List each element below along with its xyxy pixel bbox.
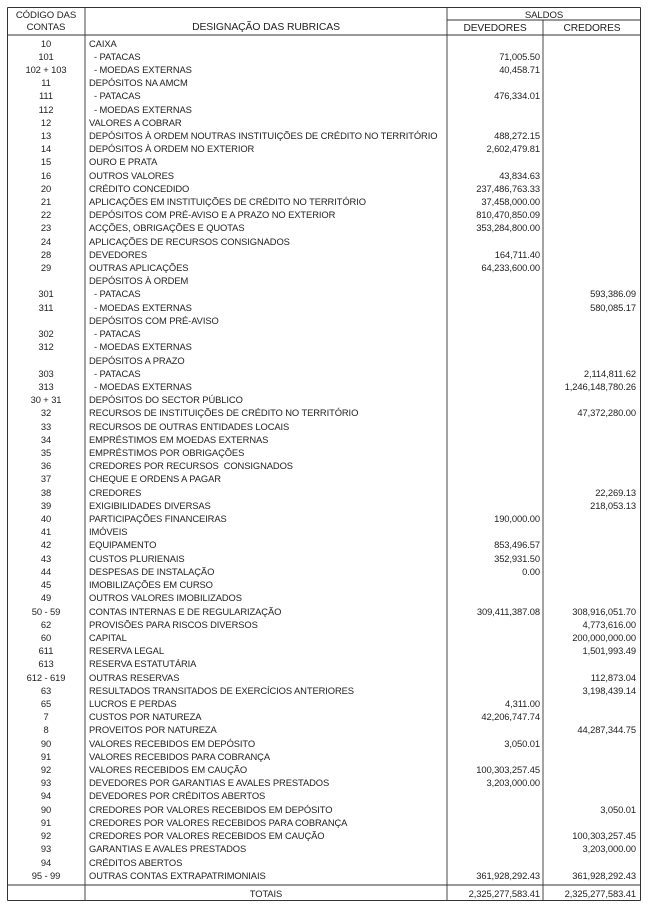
account-description: IMOBILIZAÇÕES EM CURSO — [89, 579, 213, 591]
account-description: DEPÓSITOS À ORDEM — [89, 275, 189, 287]
devedores-value: 190,000.00 — [494, 513, 540, 525]
account-code: 14 — [40, 143, 52, 155]
header-code-line2: CONTAS — [26, 22, 66, 33]
credores-value: 3,203,000.00 — [582, 843, 636, 855]
account-description: APLICAÇÕES EM INSTITUIÇÕES DE CRÉDITO NO TERRITÓRIO — [89, 196, 366, 208]
account-description: CRÉDITO CONCEDIDO — [89, 182, 190, 194]
account-code: 613 — [38, 658, 54, 670]
devedores-value: 71,005.50 — [499, 50, 540, 62]
account-code: 39 — [40, 499, 52, 511]
devedores-value: 237,486,763.33 — [476, 182, 540, 194]
account-description: DEVEDORES POR CRÉDITOS ABERTOS — [89, 790, 266, 802]
account-code: 65 — [40, 698, 52, 709]
account-code: 28 — [40, 248, 52, 260]
account-description: OUTROS VALORES IMOBILIZADOS — [89, 592, 242, 604]
account-description: DESPESAS DE INSTALAÇÃO — [89, 565, 215, 577]
devedores-value: 3,203,000.00 — [486, 777, 540, 789]
account-description: DEPÓSITOS A PRAZO — [89, 354, 185, 366]
account-description: RECURSOS DE OUTRAS ENTIDADES LOCAIS — [89, 420, 290, 432]
account-description: DEPÓSITOS NA AMCM — [89, 77, 188, 89]
account-code: 301 — [38, 288, 54, 300]
account-code: 611 — [38, 645, 54, 657]
account-code: 12 — [40, 116, 52, 128]
account-code: 34 — [40, 433, 52, 445]
account-description: APLICAÇÕES DE RECURSOS CONSIGNADOS — [89, 235, 290, 247]
devedores-value: 37,458,000.00 — [481, 196, 540, 208]
account-description: - PATACAS — [89, 90, 141, 102]
account-code: 23 — [40, 222, 52, 234]
account-description: OUTRAS CONTAS EXTRAPATRIMONIAIS — [89, 869, 266, 881]
devedores-value: 361,928,292.43 — [476, 869, 540, 881]
account-code: 35 — [40, 447, 52, 458]
account-description: RESULTADOS TRANSITADOS DE EXERCÍCIOS ANTERIORES — [89, 684, 354, 696]
devedores-value: 3,050.01 — [504, 737, 540, 749]
account-description: - MOEDAS EXTERNAS — [89, 63, 192, 75]
account-description: RESERVA ESTATUTÁRIA — [89, 658, 197, 670]
account-code: 303 — [38, 367, 54, 379]
account-description: DEVEDORES POR GARANTIAS E AVALES PRESTADOS — [89, 777, 330, 789]
account-code: 102 + 103 — [25, 63, 67, 75]
account-description: EMPRÉSTIMOS POR OBRIGAÇÕES — [89, 447, 245, 458]
account-description: VALORES RECEBIDOS PARA COBRANÇA — [89, 750, 270, 762]
account-description: CRÉDITOS ABERTOS — [89, 856, 183, 868]
account-description: DEPÓSITOS À ORDEM NOUTRAS INSTITUIÇÕES DE CRÉDITO NO TERRITÓRIO — [89, 129, 438, 141]
account-code: 29 — [40, 262, 52, 274]
account-description: - MOEDAS EXTERNAS — [89, 301, 192, 313]
account-description: LUCROS E PERDAS — [89, 698, 177, 709]
devedores-value: 40,458.71 — [499, 63, 540, 75]
account-description: RECURSOS DE INSTITUIÇÕES DE CRÉDITO NO TERRITÓRIO — [89, 407, 359, 419]
credores-value: 580,085.17 — [590, 301, 636, 313]
account-description: CAPITAL — [89, 631, 127, 643]
account-code: 91 — [40, 750, 52, 762]
account-description: DEVEDORES — [89, 248, 147, 260]
account-description: IMÓVEIS — [89, 526, 128, 538]
account-code: 43 — [40, 552, 52, 564]
account-code: 311 — [38, 301, 54, 313]
account-code: 16 — [40, 169, 52, 181]
account-description: CAIXA — [89, 37, 117, 49]
devedores-value: 810,470,850.09 — [476, 209, 540, 221]
account-code: 302 — [38, 328, 54, 340]
devedores-value: 4,311.00 — [505, 698, 540, 709]
account-description: CUSTOS PLURIENAIS — [89, 552, 185, 564]
credores-value: 22,269.13 — [595, 486, 636, 498]
balance-sheet-table — [7, 7, 641, 901]
account-code: 30 + 31 — [30, 394, 62, 406]
account-code: 60 — [40, 631, 52, 643]
account-code: 111 — [39, 90, 53, 102]
header-saldos: SALDOS — [524, 10, 564, 21]
credores-value: 200,000,000.00 — [572, 631, 636, 643]
account-description: PROVISÕES PARA RISCOS DIVERSOS — [89, 618, 258, 630]
devedores-value: 353,284,800.00 — [476, 222, 540, 234]
account-code: 32 — [40, 407, 52, 419]
account-description: - MOEDAS EXTERNAS — [89, 380, 192, 392]
account-description: CREDORES POR RECURSOS CONSIGNADOS — [89, 460, 293, 472]
devedores-value: 100,303,257.45 — [476, 764, 540, 776]
account-description: - PATACAS — [89, 328, 141, 340]
account-code: 45 — [40, 579, 52, 591]
account-description: CREDORES POR VALORES RECEBIDOS PARA COBRANÇA — [89, 816, 348, 828]
header-designation: DESIGNAÇÃO DAS RUBRICAS — [192, 22, 340, 33]
account-description: ACÇÕES, OBRIGAÇÕES E QUOTAS — [89, 222, 245, 234]
account-code: 37 — [40, 473, 52, 485]
account-code: 13 — [40, 129, 52, 141]
credores-value: 1,501,993.49 — [582, 645, 636, 657]
account-description: OUTRAS RESERVAS — [89, 671, 180, 683]
account-code: 21 — [40, 196, 52, 208]
credores-value: 593,386.09 — [590, 288, 636, 300]
devedores-value: 0.00 — [522, 565, 540, 577]
credores-value: 2,114,811.62 — [583, 367, 636, 379]
account-code: 313 — [38, 380, 54, 392]
account-description: PROVEITOS POR NATUREZA — [89, 724, 217, 736]
devedores-value: 43,834.63 — [499, 169, 540, 181]
account-code: 312 — [38, 341, 54, 353]
totals-devedores: 2,325,277,583.41 — [468, 888, 540, 899]
account-code: 36 — [40, 460, 52, 472]
devedores-value: 853,496.57 — [494, 539, 540, 551]
account-code: 10 — [40, 37, 52, 49]
account-code: 20 — [40, 182, 52, 194]
account-description: OUTROS VALORES — [89, 169, 174, 181]
account-description: GARANTIAS E AVALES PRESTADOS — [89, 843, 247, 855]
account-code: 612 - 619 — [26, 671, 66, 683]
credores-value: 44,287,344.75 — [577, 724, 636, 736]
account-code: 49 — [40, 592, 52, 604]
totals-credores: 2,325,277,583.41 — [564, 888, 636, 899]
credores-value: 112,873.04 — [590, 671, 636, 683]
header-devedores: DEVEDORES — [463, 23, 527, 34]
account-code: 40 — [40, 513, 52, 525]
account-code: 22 — [40, 209, 52, 221]
devedores-value: 352,931.50 — [494, 552, 540, 564]
account-description: - PATACAS — [89, 367, 141, 379]
account-code: 93 — [40, 843, 52, 855]
credores-value: 4,773,616.00 — [582, 618, 636, 630]
account-code: 94 — [40, 790, 52, 802]
account-description: CREDORES POR VALORES RECEBIDOS EM CAUÇÃO — [89, 830, 325, 842]
account-code: 92 — [40, 830, 52, 842]
account-description: VALORES A COBRAR — [89, 116, 182, 128]
account-description: DEPÓSITOS COM PRÉ-AVISO E A PRAZO NO EXTERIOR — [89, 209, 336, 221]
account-description: OUTRAS APLICAÇÕES — [89, 262, 189, 274]
devedores-value: 64,233,600.00 — [481, 262, 540, 274]
account-description: DEPÓSITOS COM PRÉ-AVISO — [89, 314, 219, 326]
account-description: RESERVA LEGAL — [89, 645, 164, 657]
account-code: 42 — [40, 539, 52, 551]
credores-value: 3,050.01 — [600, 803, 636, 815]
account-code: 44 — [40, 565, 52, 577]
account-code: 95 - 99 — [31, 869, 61, 881]
account-description: - PATACAS — [89, 288, 141, 300]
account-description: EQUIPAMENTO — [89, 539, 157, 551]
credores-value: 308,916,051.70 — [572, 605, 636, 617]
credores-value: 3,198,439.14 — [582, 684, 636, 696]
account-description: CONTAS INTERNAS E DE REGULARIZAÇÃO — [89, 605, 282, 617]
account-description: CUSTOS POR NATUREZA — [89, 711, 202, 723]
header-credores: CREDORES — [563, 23, 621, 34]
account-description: - MOEDAS EXTERNAS — [89, 103, 192, 115]
devedores-value: 42,206,747.74 — [481, 711, 540, 723]
credores-value: 47,372,280.00 — [577, 407, 636, 419]
account-code: 90 — [40, 737, 52, 749]
account-code: 8 — [43, 724, 49, 736]
account-code: 94 — [40, 856, 52, 868]
account-code: 90 — [40, 803, 52, 815]
account-description: CHEQUE E ORDENS A PAGAR — [89, 473, 221, 485]
account-description: PARTICIPAÇÕES FINANCEIRAS — [89, 513, 227, 525]
account-code: 93 — [40, 777, 52, 789]
header-code-line1: CÓDIGO DAS — [15, 10, 77, 21]
account-code: 112 — [38, 103, 54, 115]
account-description: CREDORES POR VALORES RECEBIDOS EM DEPÓSITO — [89, 803, 333, 815]
account-code: 33 — [40, 420, 52, 432]
devedores-value: 309,411,387.08 — [476, 605, 540, 617]
account-description: CREDORES — [89, 486, 142, 498]
account-code: 7 — [43, 711, 49, 723]
account-description: DEPÓSITOS DO SECTOR PÚBLICO — [89, 394, 243, 406]
totals-label: TOTAIS — [249, 888, 283, 899]
account-description: EMPRÉSTIMOS EM MOEDAS EXTERNAS — [89, 433, 269, 445]
account-code: 101 — [38, 50, 54, 62]
account-description: OURO E PRATA — [89, 156, 158, 168]
devedores-value: 164,711.40 — [494, 248, 540, 260]
credores-value: 361,928,292.43 — [572, 869, 636, 881]
account-description: - MOEDAS EXTERNAS — [89, 341, 192, 353]
credores-value: 218,053.13 — [590, 499, 636, 511]
account-description: VALORES RECEBIDOS EM DEPÓSITO — [89, 737, 256, 749]
account-code: 63 — [40, 684, 52, 696]
devedores-value: 2,602,479.81 — [486, 143, 540, 155]
account-code: 41 — [40, 526, 52, 538]
account-code: 24 — [40, 235, 52, 247]
account-code: 62 — [40, 618, 52, 630]
devedores-value: 476,334.01 — [494, 90, 540, 102]
account-code: 11 — [41, 77, 51, 89]
credores-value: 100,303,257.45 — [572, 830, 636, 842]
devedores-value: 488,272.15 — [494, 129, 540, 141]
account-code: 50 - 59 — [31, 605, 61, 617]
account-description: - PATACAS — [89, 50, 141, 62]
account-code: 91 — [40, 816, 52, 828]
account-description: DEPÓSITOS À ORDEM NO EXTERIOR — [89, 143, 255, 155]
account-code: 92 — [40, 764, 52, 776]
credores-value: 1,246,148,780.26 — [564, 380, 636, 392]
account-code: 15 — [40, 156, 52, 168]
account-description: EXIGIBILIDADES DIVERSAS — [89, 499, 211, 511]
account-code: 38 — [40, 486, 52, 498]
account-description: VALORES RECEBIDOS EM CAUÇÃO — [89, 764, 248, 776]
